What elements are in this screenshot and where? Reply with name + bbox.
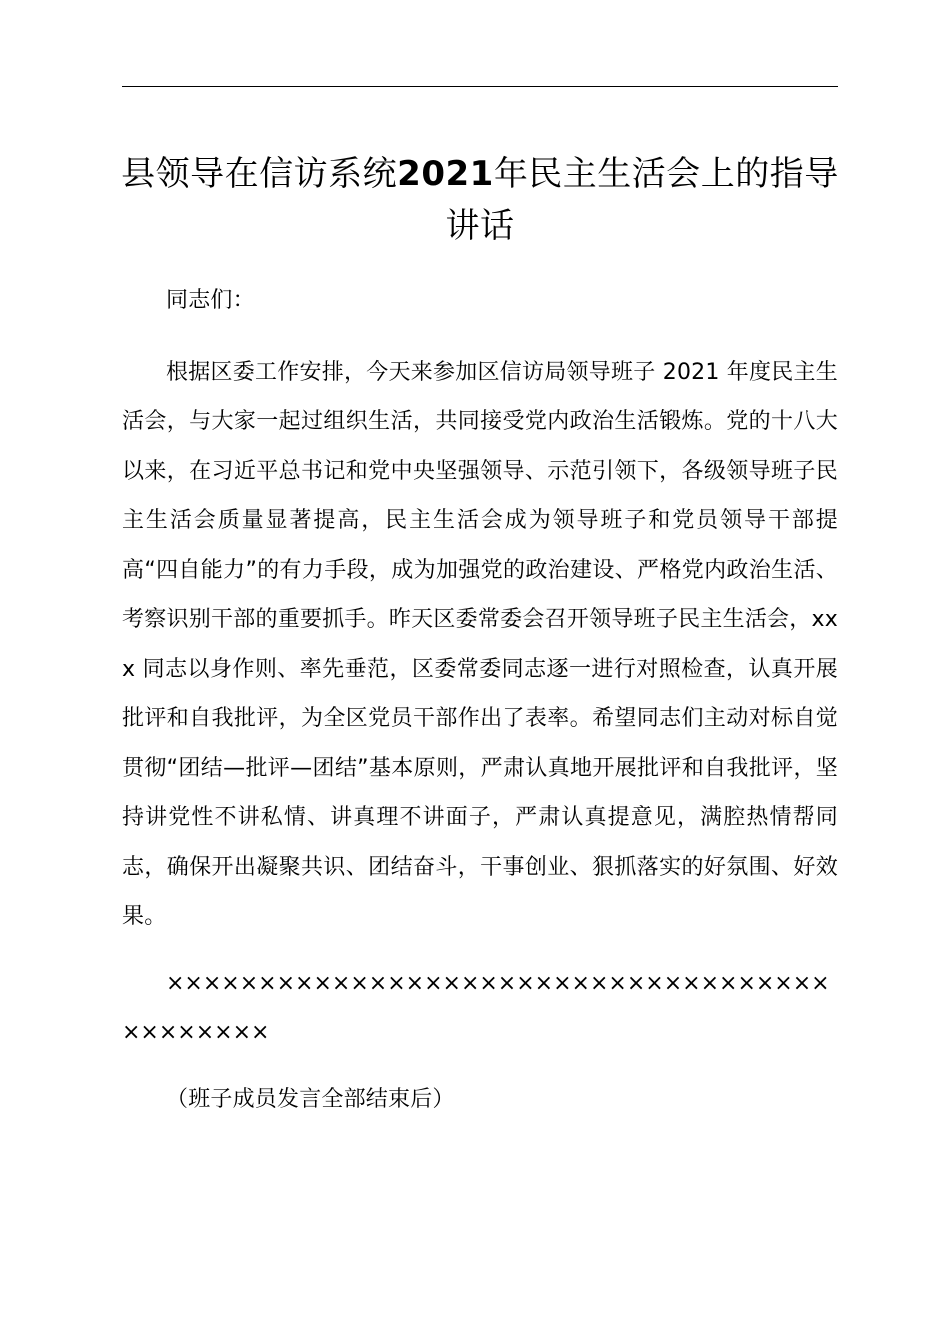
stage-note: （班子成员发言全部结束后） — [166, 1086, 455, 1112]
document-title — [110, 148, 850, 252]
salutation: 同志们： — [166, 288, 255, 313]
title-part-2: 年民主生活会上的指导讲话 — [445, 154, 839, 246]
main-paragraph: 根据区委工作安排，今天来参加区信访局领导班子 2021 年度民主生活会，与大家一起过组织生活，共同接受党内政治生活锻炼。党的十八大以来，在习近平总书记和党中央坚强领导、示范引领下，各级领导班子民主生活会质量显著提高，民主生活会成为领导班子和党员领导干部提高“四自能力”的有力手段，成为加强党的政治建设、严格党内政治生活、考察识别干部的重要抓手。昨天区委常委会召开领导班子民主生活会，xxx 同志以身作则、率先垂范，区委常委同志逐一进行对照检查，认真开展批评和自我批评，为全区党员干部作出了表率。希望同志们主动对标自觉贯彻“团结—批评—团结”基本原则，严肃认真地开展批评和自我批评，坚持讲党性不讲私情、讲真理不讲面子，严肃认真提意见，满腔热情帮同志，确保开出凝聚共识、团结奋斗，干事创业、狠抓落实的好氛围、好效果。 — [122, 359, 838, 929]
placeholder-marks: ×××××××××××××××××××××××××××××××××××××××××××× — [122, 970, 830, 1045]
header-rule — [122, 86, 838, 87]
document-body — [122, 276, 838, 1141]
title-part-1: 县领导在信访系统 — [121, 154, 398, 194]
title-year: 2021 — [397, 154, 494, 194]
